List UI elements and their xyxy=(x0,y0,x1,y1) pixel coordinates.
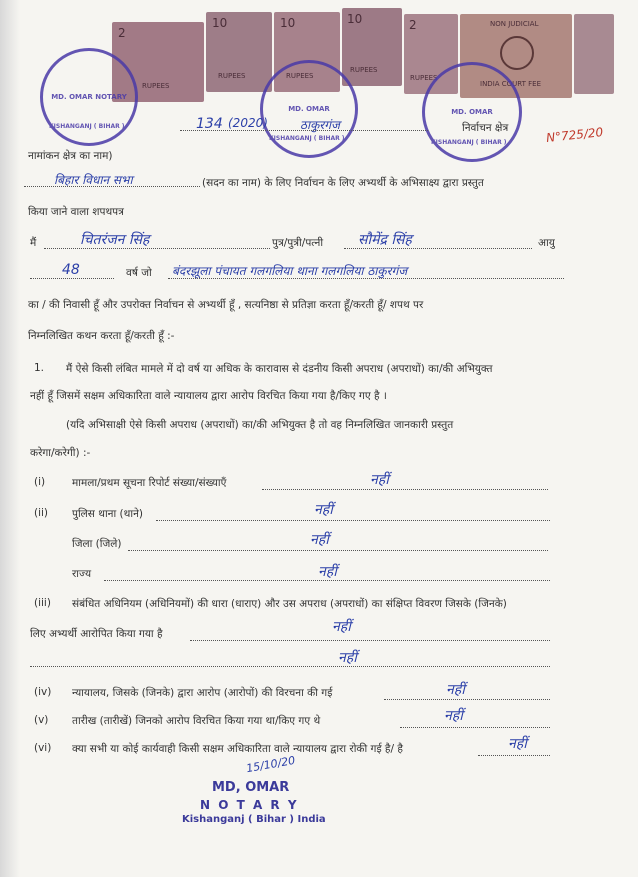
item-iii-answer-2: नहीं xyxy=(338,650,357,666)
address-handwritten: बंदरझूला पंचायत गलगलिया थाना गलगलिया ठाकुरगंज xyxy=(172,264,408,278)
item-i-answer: नहीं xyxy=(370,472,389,488)
item-i-number: (i) xyxy=(34,476,46,488)
state-answer: नहीं xyxy=(318,564,337,580)
house-underline xyxy=(24,186,200,187)
stamp-value: NON JUDICIAL xyxy=(490,20,539,28)
item-iv-answer: नहीं xyxy=(446,682,465,698)
item-iv-underline xyxy=(384,699,550,700)
statement-line: निम्नलिखित कथन करता हूँ/करती हूँ :- xyxy=(28,330,175,342)
item-ii-answer: नहीं xyxy=(314,502,333,518)
item-v-answer: नहीं xyxy=(444,708,463,724)
item-v-number: (v) xyxy=(34,714,49,726)
resident-line: का / की निवासी हूँ और उपरोक्त निर्वाचन से अभ्यर्थी हूँ , सत्यनिष्ठा से प्रतिज्ञा करता हूँ/करती हूँ/ शपथ पर xyxy=(28,299,424,311)
item-iii-underline-2 xyxy=(30,666,550,667)
revenue-stamp-4 xyxy=(342,8,402,86)
serial-year: (2020) xyxy=(228,116,268,130)
seal-text: MD. OMAR NOTARY xyxy=(51,93,127,101)
age-label: आयु xyxy=(538,237,555,249)
item-i-label: मामला/प्रथम सूचना रिपोर्ट संख्या/संख्याएँ xyxy=(72,477,227,489)
notary-date-handwritten: 15/10/20 xyxy=(245,753,297,776)
stamp-value: 10 xyxy=(212,16,228,30)
stamp-label: RUPEES xyxy=(350,66,378,74)
stamp-label: RUPEES xyxy=(218,72,246,80)
notary-title: N O T A R Y xyxy=(200,798,299,812)
para1-number: 1. xyxy=(34,362,45,374)
page-shadow xyxy=(0,0,20,877)
seal-place: KISHANGANJ ( BIHAR ) xyxy=(431,139,507,146)
item-iii-line1: संबंधित अधिनियम (अधिनियमों) की धारा (धाराए) और उस अपराध (अपराधों) का संक्षिप्त विवरण जिसके (जिनके) xyxy=(72,598,507,610)
item-iii-underline-1 xyxy=(190,640,550,641)
item-ii-number: (ii) xyxy=(34,507,49,519)
notary-place: Kishanganj ( Bihar ) India xyxy=(182,814,326,825)
item-vi-number: (vi) xyxy=(34,742,52,754)
item-iv-label: न्यायालय, जिसके (जिनके) द्वारा आरोप (आरोपों) की विरचना की गई xyxy=(72,687,333,699)
stamp-value: 10 xyxy=(347,12,363,26)
address-underline xyxy=(168,278,564,279)
house-line-text: (सदन का नाम) के लिए निर्वाचन के लिए अभ्यर्थी के अभिसाक्ष्य द्वारा प्रस्तुत xyxy=(202,177,484,189)
item-ii-label: पुलिस थाना (थाने) xyxy=(72,508,144,520)
stamp-emblem xyxy=(500,36,534,70)
candidate-name-handwritten: चितरंजन सिंह xyxy=(80,232,150,248)
notary-seal-3 xyxy=(422,62,522,162)
stamp-value: 10 xyxy=(280,16,296,30)
item-iii-line2: लिए अभ्यर्थी आरोपित किया गया है xyxy=(30,628,163,640)
stamp-label: INDIA COURT FEE xyxy=(480,80,542,88)
stamp-label: RUPEES xyxy=(410,74,438,82)
constituency-label: निर्वाचन क्षेत्र xyxy=(462,122,509,134)
item-ii-underline xyxy=(156,520,550,521)
constituency-name-label: नामांकन क्षेत्र का नाम) xyxy=(28,150,113,162)
notary-seal-1 xyxy=(40,48,138,146)
item-i-underline xyxy=(262,489,548,490)
stamp-label: RUPEES xyxy=(286,72,314,80)
seal-place: KISHANGANJ ( BIHAR ) xyxy=(49,123,125,130)
stamp-value: 2 xyxy=(118,26,126,40)
para2-line2: करेगा/करेगी) :- xyxy=(30,447,91,459)
serial-number: 134 xyxy=(196,116,223,132)
district-handwritten: ठाकुरगंज xyxy=(300,118,340,132)
revenue-stamp-edge xyxy=(574,14,614,94)
item-iv-number: (iv) xyxy=(34,686,52,698)
district-underline xyxy=(128,550,548,551)
affidavit-line: किया जाने वाला शपथपत्र xyxy=(28,206,124,218)
seal-text: MD. OMAR xyxy=(288,105,330,113)
stamp-label: RUPEES xyxy=(142,82,170,90)
state-label: राज्य xyxy=(72,568,92,580)
age-underline xyxy=(30,278,114,279)
revenue-stamp-2 xyxy=(206,12,272,92)
register-number: N°725/20 xyxy=(545,125,604,145)
item-vi-label: क्या सभी या कोई कार्यवाही किसी सक्षम अधिकारिता वाले न्यायालय द्वारा रोकी गई है/ है xyxy=(72,743,403,755)
name-prefix: मैं xyxy=(30,237,37,249)
relation-label: पुत्र/पुत्री/पत्नी xyxy=(272,237,324,249)
item-v-label: तारीख (तारीखें) जिनको आरोप विरचित किया गया था/किए गए थे xyxy=(72,715,321,727)
seal-text: MD. OMAR xyxy=(451,108,493,116)
item-v-underline xyxy=(400,727,550,728)
item-vi-answer: नहीं xyxy=(508,736,527,752)
district-answer: नहीं xyxy=(310,532,329,548)
seal-place: KISHANGANJ ( BIHAR ) xyxy=(269,135,345,142)
item-vi-underline xyxy=(478,755,550,756)
para2-line1: (यदि अभिसाक्षी ऐसे किसी अपराध (अपराधों) का/की अभियुक्त है तो वह निम्नलिखित जानकारी प्रस्तुत xyxy=(66,419,454,431)
stamp-value: 2 xyxy=(409,18,417,32)
name-underline xyxy=(44,248,270,249)
item-iii-answer-1: नहीं xyxy=(332,619,351,635)
para1-line1: मैं ऐसे किसी लंबित मामले में दो वर्ष या अधिक के कारावास से दंडनीय किसी अपराध (अपराधों) का/की अभियुक्त xyxy=(66,363,493,375)
item-iii-number: (iii) xyxy=(34,597,51,609)
age-line-text: वर्ष जो xyxy=(126,267,152,279)
notary-name: MD, OMAR xyxy=(212,780,290,795)
para1-line2: नहीं हूँ जिसमें सक्षम अधिकारिता वाले न्यायालय द्वारा आरोप विरचित किया गया है/किए गए है । xyxy=(30,390,387,402)
notary-seal-2 xyxy=(260,60,358,158)
father-name-handwritten: सौमेंद्र सिंह xyxy=(358,232,412,248)
district-label: जिला (जिले) xyxy=(72,538,122,550)
father-underline xyxy=(344,248,532,249)
house-name-handwritten: बिहार विधान सभा xyxy=(54,173,133,187)
age-handwritten: 48 xyxy=(62,262,80,278)
constituency-underline xyxy=(180,130,428,131)
